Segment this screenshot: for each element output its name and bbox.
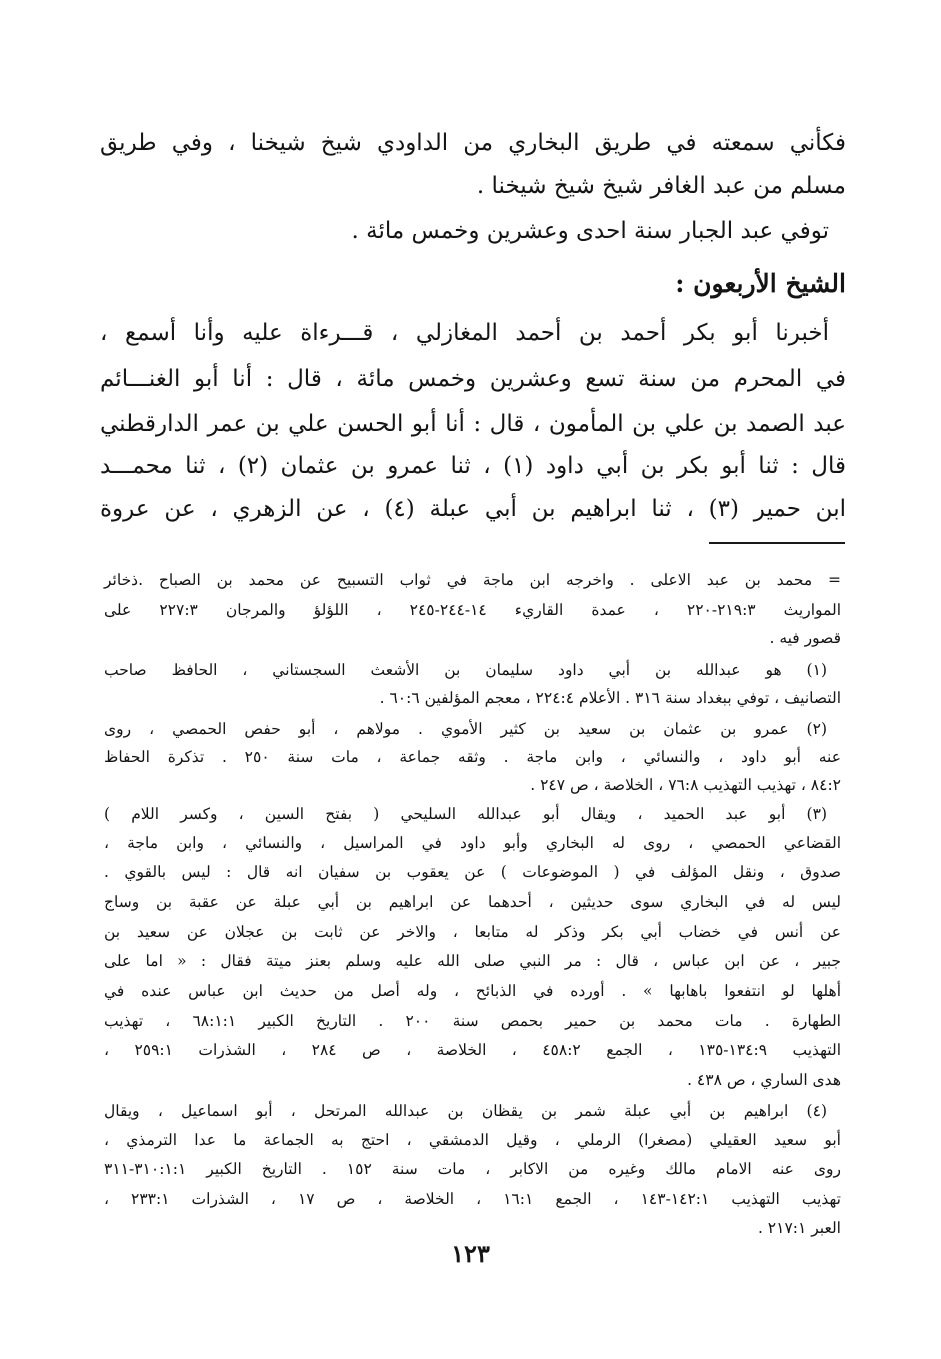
footnote-line: التهذيب ١٣٤:٩-١٣٥ ، الجمع ٤٥٨:٢ ، الخلاصة ، ص ٢٨٤ ، الشذرات ٢٥٩:١ ، [104, 1041, 842, 1059]
main-text-line: في المحرم من سنة تسع وعشرين وخمس مائة ، قال : أنا أبو الغنـــائم [100, 366, 846, 392]
footnote-line: = محمد بن عبد الاعلى . واخرجه ابن ماجة في ثواب التسبيح عن محمد بن الصباح .ذخائر [104, 571, 841, 589]
footnote-line: (٢) عمرو بن عثمان بن سعيد بن كثير الأموي . مولاهم ، أبو حفص الحمصي ، روى [104, 720, 827, 738]
footnote-line: (١) هو عبدالله بن أبي داود سليمان بن الأشعث السجستاني ، الحافظ صاحب [104, 661, 827, 679]
footnote-separator [709, 542, 845, 544]
footnote-line: روى عنه الامام مالك وغيره من الاكابر ، مات سنة ١٥٢ . التاريخ الكبير ٣١٠:١:١-٣١١ [104, 1160, 841, 1178]
main-text-line: فكأني سمعته في طريق البخاري من الداودي شيخ شيخنا ، وفي طريق [100, 130, 846, 156]
footnote-line: قصور فيه . [769, 629, 841, 647]
footnote-line: ٨٤:٢ ، تهذيب التهذيب ٧٦:٨ ، الخلاصة ، ص ٢٤٧ . [530, 776, 841, 794]
main-text-line: مسلم من عبد الغافر شيخ شيخ شيخنا . [476, 173, 846, 199]
footnote-line: هدى الساري ، ص ٤٣٨ . [687, 1071, 841, 1089]
footnote-line: أبو سعيد العقيلي (مصغرا) الرملي ، وقيل الدمشقي ، احتج به الجماعة ما عدا الترمذي ، [104, 1131, 841, 1149]
footnote-line: التصانيف ، توفي ببغداد سنة ٣١٦ . الأعلام ٢٢٤:٤ ، معجم المؤلفين ٦٠:٦ . [379, 689, 841, 707]
page-number: ١٢٣ [451, 1239, 490, 1268]
footnote-line: عن أنس في خضاب أبي بكر وذكر له متابعا ، والاخر عن ثابت بن عجلان عن سعيد بن [104, 923, 841, 941]
footnote-line: عنه أبو داود ، والنسائي ، وابن ماجة . وثقه جماعة ، مات سنة ٢٥٠ . تذكرة الحفاظ [104, 748, 841, 766]
footnote-line: المواريث ٢١٩:٣-٢٢٠ ، عمدة القاريء ١٤-٢٤٤-٢٤٥ ، اللؤلؤ والمرجان ٢٢٧:٣ على [104, 601, 841, 619]
footnote-line: (٣) أبو عبد الحميد ، ويقال أبو عبدالله السليحي ( بفتح السين ، وكسر اللام ) [104, 805, 827, 823]
footnote-line: الطهارة . مات محمد بن حمير بحمص سنة ٢٠٠ . التاريخ الكبير ٦٨:١:١ ، تهذيب [104, 1012, 841, 1030]
footnote-line: العبر ٢١٧:١ . [757, 1219, 841, 1237]
footnote-line: القضاعي الحمصي ، روى له البخاري وأبو داود في المراسيل ، والنسائي ، وابن ماجة ، [104, 834, 841, 852]
footnote-line: (٤) ابراهيم بن أبي عبلة شمر بن يقظان بن عبدالله المرتحل ، أبو اسماعيل ، ويقال [104, 1102, 827, 1120]
main-text-line: عبد الصمد بن علي بن المأمون ، قال : أنا أبو الحسن علي بن عمر الدارقطني [100, 411, 846, 437]
footnote-line: جبير ، عن ابن عباس ، قال : مر النبي صلى الله عليه وسلم بعنز ميتة فقال : « اما على [104, 952, 841, 970]
footnote-line: صدوق ، ونقل المؤلف في ( الموضوعات ) عن يعقوب بن سفيان انه قال : ليس بالقوي . [104, 863, 841, 881]
footnote-line: أهلها لو انتفعوا باهابها » . أورده في الذبائح ، وله أصل من حديث ابن عباس عنده في [104, 982, 841, 1000]
main-text-line: ابن حمير (٣) ، ثنا ابراهيم بن أبي عبلة (٤) ، عن الزهري ، عن عروة [100, 496, 846, 522]
main-text-line: قال : ثنا أبو بكر بن أبي داود (١) ، ثنا عمرو بن عثمان (٢) ، ثنا محمـــد [100, 453, 846, 479]
main-text-line: توفي عبد الجبار سنة احدى وعشرين وخمس مائة . [351, 218, 829, 244]
footnote-line: تهذيب التهذيب ١٤٢:١-١٤٣ ، الجمع ١٦:١ ، الخلاصة ، ص ١٧ ، الشذرات ٢٣٣:١ ، [104, 1190, 841, 1208]
footnote-line: ليس له في البخاري سوى حديثين ، أحدهما عن ابراهيم بن أبي عبلة عن عقبة بن وساج [104, 893, 841, 911]
main-text-line: أخبرنا أبو بكر أحمد بن أحمد المغازلي ، قـــرءاة عليه وأنا أسمع ، [100, 320, 829, 346]
section-heading: الشيخ الأربعون : [675, 269, 846, 298]
